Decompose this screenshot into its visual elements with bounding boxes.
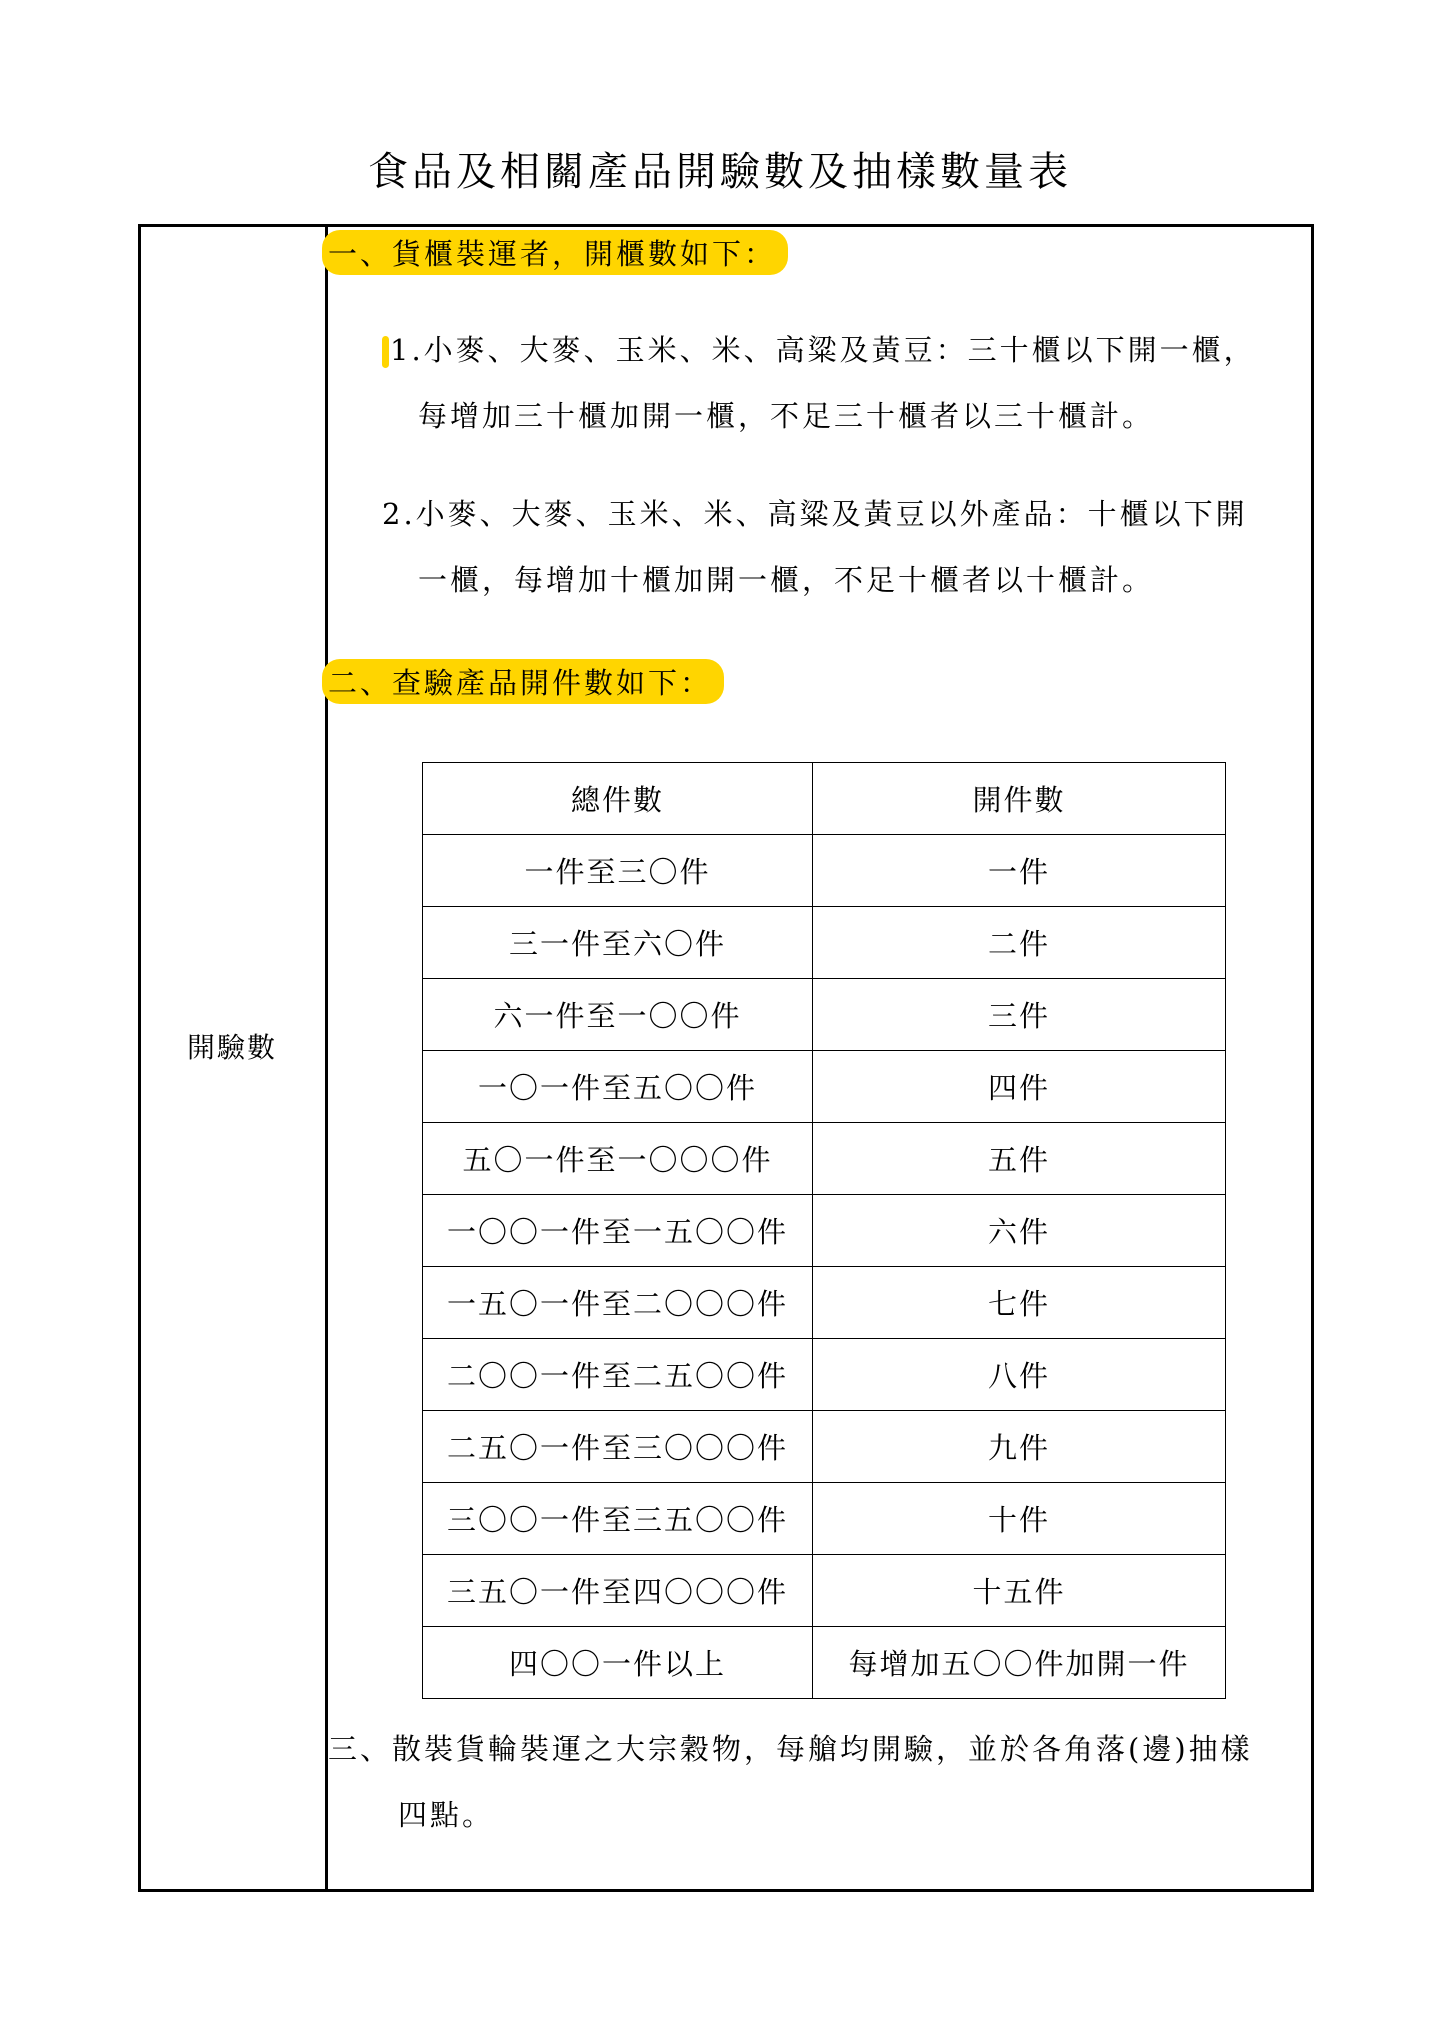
header-total-count: 總件數	[423, 763, 813, 835]
table-row	[423, 1339, 1226, 1411]
open-count-cell: 八件	[813, 1339, 1226, 1411]
section1-item1-line1: 1.小麥、大麥、玉米、米、高粱及黃豆：三十櫃以下開一櫃，	[390, 333, 1256, 367]
total-count-cell: 一件至三〇件	[423, 835, 813, 907]
open-count-cell: 三件	[813, 979, 1226, 1051]
table-header-row	[423, 763, 1226, 835]
total-count-cell: 五〇一件至一〇〇〇件	[423, 1123, 813, 1195]
table-row	[423, 1483, 1226, 1555]
table-row	[423, 1555, 1226, 1627]
highlight-mark	[382, 336, 389, 368]
open-count-cell: 十件	[813, 1483, 1226, 1555]
section1-item2-line2: 一櫃，每增加十櫃加開一櫃，不足十櫃者以十櫃計。	[418, 563, 1155, 597]
total-count-cell: 一五〇一件至二〇〇〇件	[423, 1267, 813, 1339]
total-count-cell: 一〇一件至五〇〇件	[423, 1051, 813, 1123]
open-count-cell: 七件	[813, 1267, 1226, 1339]
open-count-cell: 五件	[813, 1123, 1226, 1195]
open-count-cell: 六件	[813, 1195, 1226, 1267]
total-count-cell: 六一件至一〇〇件	[423, 979, 813, 1051]
table-row	[423, 835, 1226, 907]
page-title: 食品及相關產品開驗數及抽樣數量表	[368, 149, 1072, 195]
open-count-cell: 九件	[813, 1411, 1226, 1483]
total-count-cell: 四〇〇一件以上	[423, 1627, 813, 1699]
section1-item1	[382, 317, 1302, 449]
sampling-quantity-table	[422, 762, 1226, 1699]
total-count-cell: 二五〇一件至三〇〇〇件	[423, 1411, 813, 1483]
table-row	[423, 1195, 1226, 1267]
total-count-cell: 三一件至六〇件	[423, 907, 813, 979]
section3	[328, 1716, 1314, 1848]
table-row	[423, 1627, 1226, 1699]
section1-item2-line1: 2.小麥、大麥、玉米、米、高粱及黃豆以外產品：十櫃以下開	[382, 497, 1248, 531]
section1-heading: 一、貨櫃裝運者，開櫃數如下：	[322, 230, 788, 275]
open-count-cell: 每增加五〇〇件加開一件	[813, 1627, 1226, 1699]
table-row	[423, 1123, 1226, 1195]
section2-heading: 二、查驗產品開件數如下：	[322, 659, 724, 704]
section3-line2: 四點。	[398, 1798, 495, 1832]
open-count-cell: 十五件	[813, 1555, 1226, 1627]
table-row	[423, 907, 1226, 979]
total-count-cell: 二〇〇一件至二五〇〇件	[423, 1339, 813, 1411]
table-row	[423, 979, 1226, 1051]
section3-line1: 三、散裝貨輪裝運之大宗穀物，每艙均開驗，並於各角落(邊)抽樣	[328, 1732, 1253, 1766]
table-row	[423, 1267, 1226, 1339]
open-count-cell: 一件	[813, 835, 1226, 907]
row-label-inspection-count: 開驗數	[186, 1031, 277, 1064]
section1-item2	[382, 481, 1302, 613]
open-count-cell: 四件	[813, 1051, 1226, 1123]
total-count-cell: 三五〇一件至四〇〇〇件	[423, 1555, 813, 1627]
open-count-cell: 二件	[813, 907, 1226, 979]
table-row	[423, 1051, 1226, 1123]
section1-item1-line2: 每增加三十櫃加開一櫃，不足三十櫃者以三十櫃計。	[418, 399, 1155, 433]
total-count-cell: 一〇〇一件至一五〇〇件	[423, 1195, 813, 1267]
header-open-count: 開件數	[813, 763, 1226, 835]
table-row	[423, 1411, 1226, 1483]
total-count-cell: 三〇〇一件至三五〇〇件	[423, 1483, 813, 1555]
